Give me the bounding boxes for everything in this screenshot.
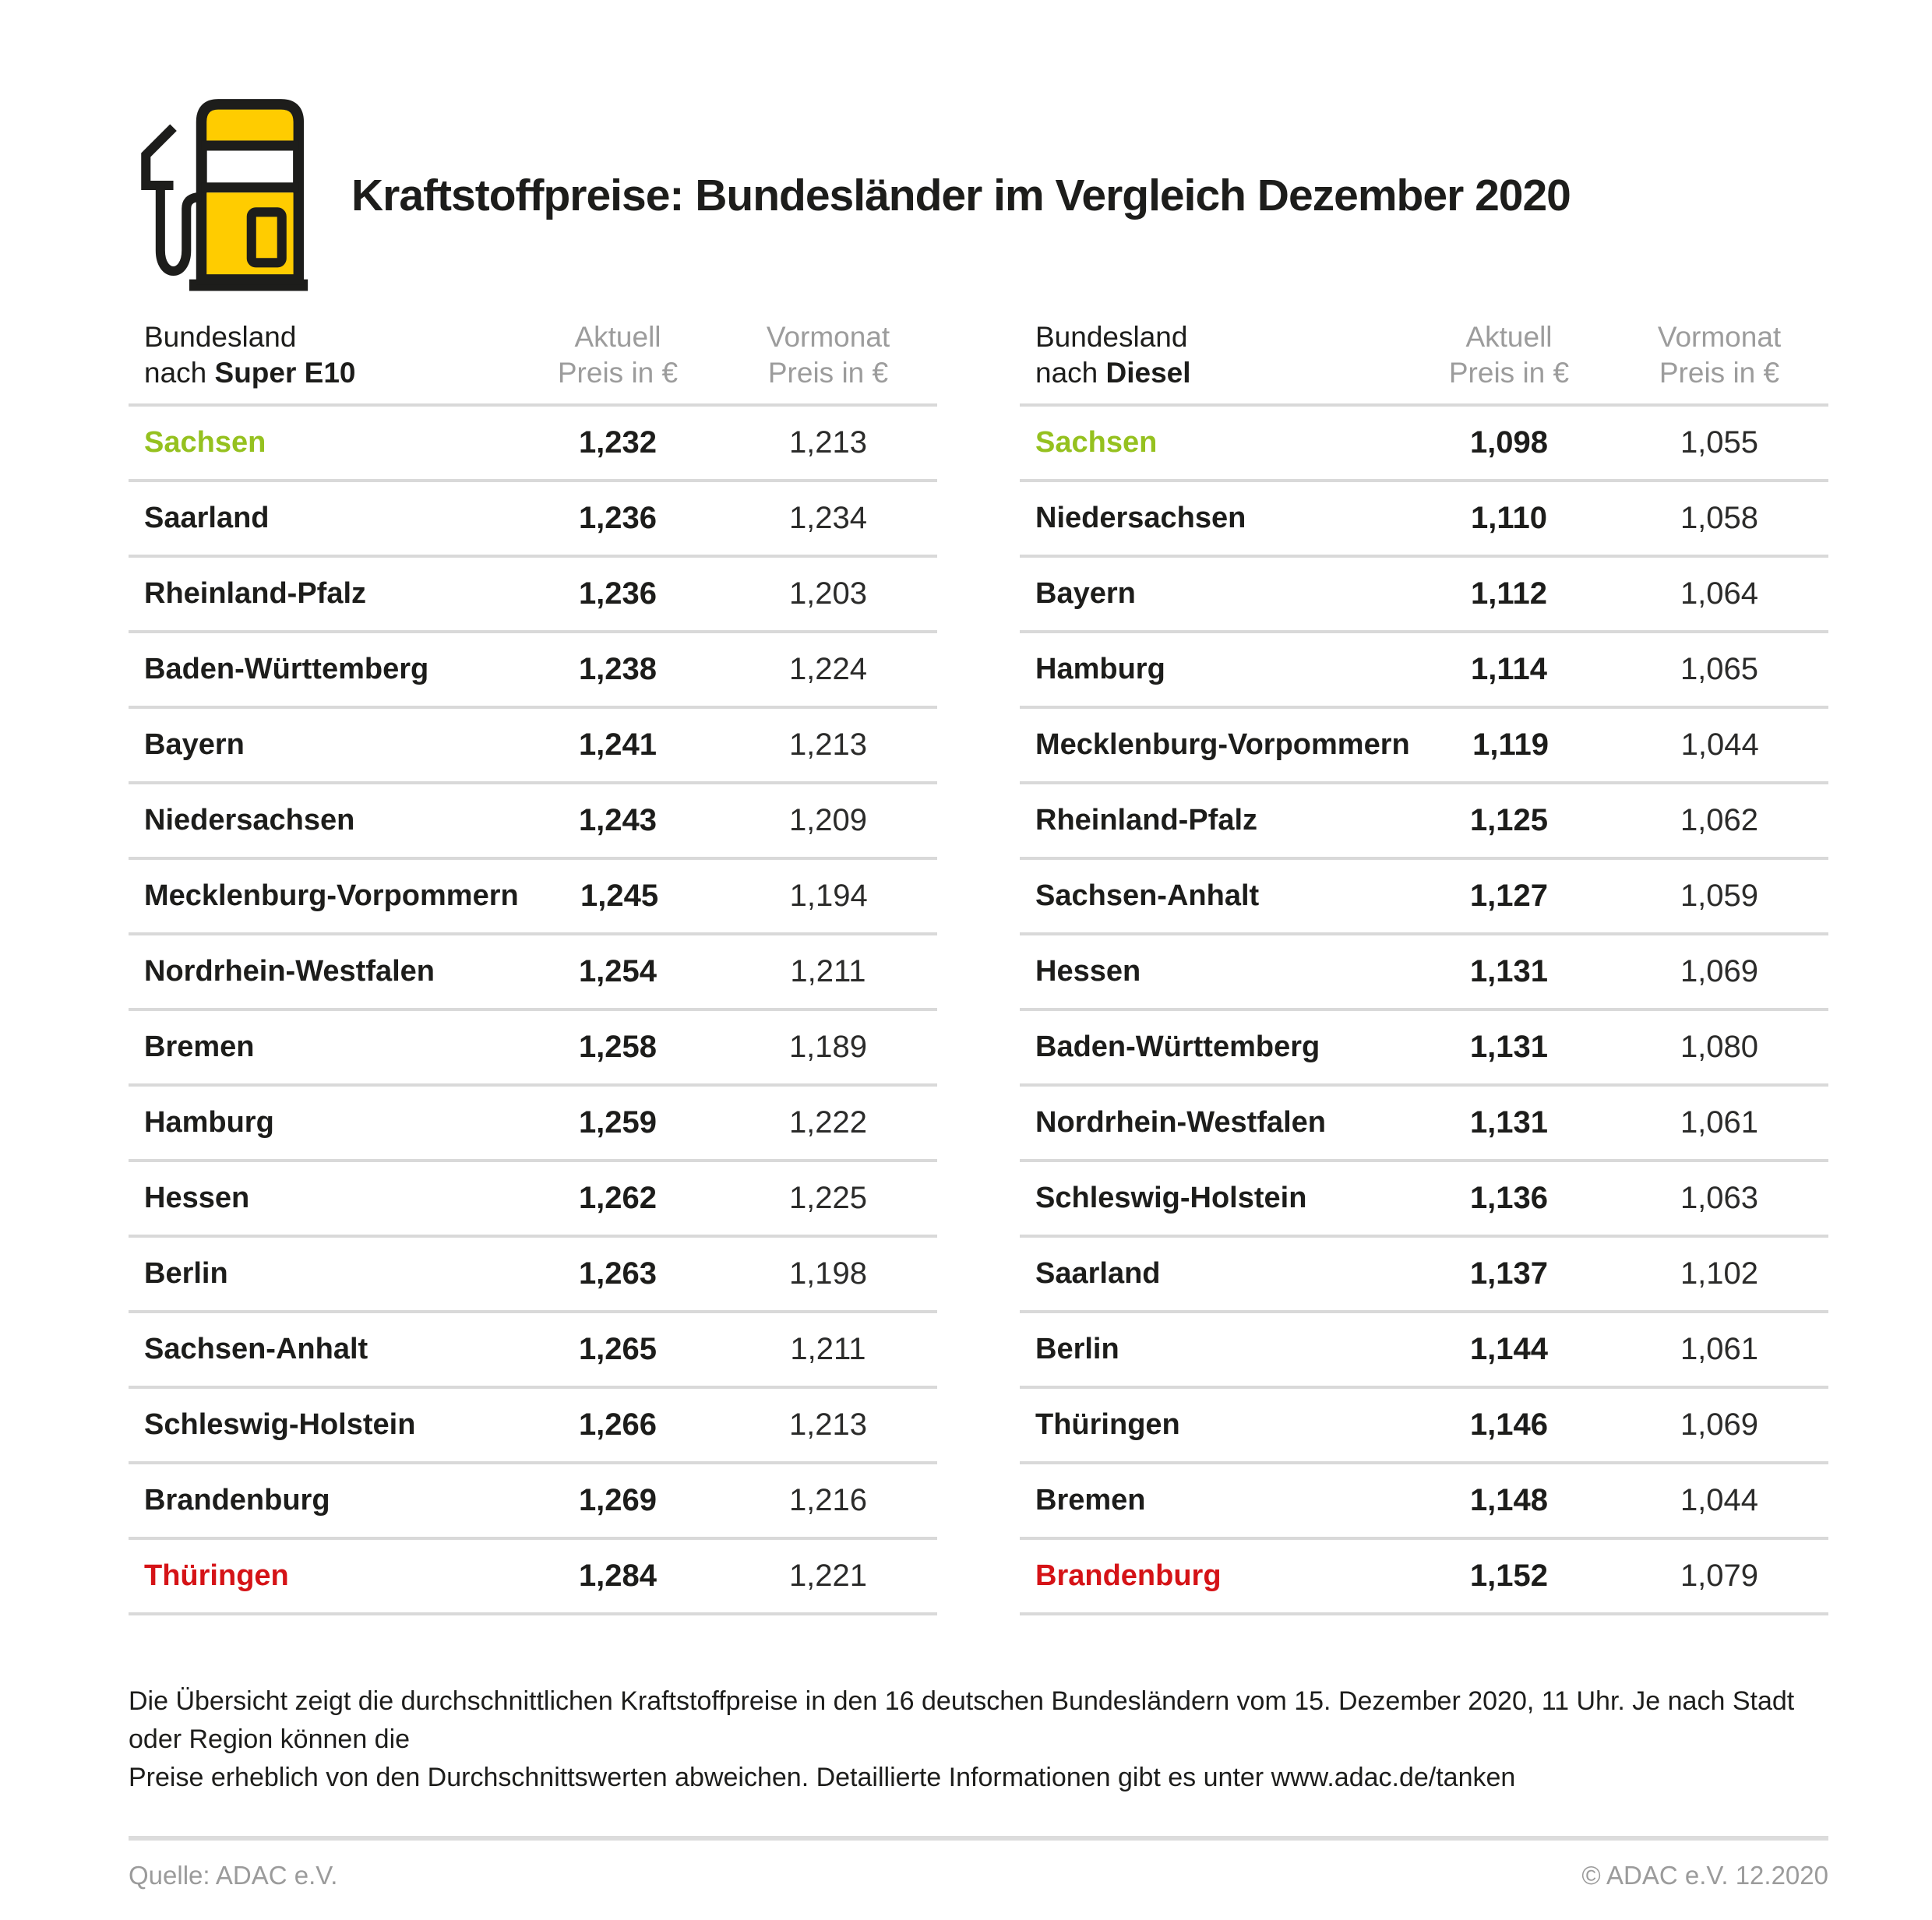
footnote [129, 1682, 1828, 1797]
table-row [129, 781, 937, 857]
aktuell-price: 1,241 [578, 727, 658, 762]
state-name: Saarland [144, 502, 270, 534]
vormonat-price: 1,069 [1680, 1407, 1759, 1442]
state-name: Thüringen [1035, 1408, 1180, 1441]
aktuell-price: 1,236 [578, 576, 658, 611]
vormonat-price: 1,213 [788, 727, 868, 762]
table-row [1020, 1159, 1828, 1235]
footnote-line-2: Preise erheblich von den Durchschnittswerten abweichen. Detaillierte Informationen gibt es unter www.adac.de/tanken [129, 1763, 1516, 1792]
table-row [129, 706, 937, 781]
state-name: Baden-Württemberg [144, 653, 429, 685]
copyright-note: © ADAC e.V. 12.2020 [1581, 1861, 1828, 1890]
table-row [1020, 1537, 1828, 1612]
aktuell-price: 1,245 [580, 879, 659, 913]
vormonat-price: 1,064 [1680, 576, 1759, 611]
aktuell-price: 1,136 [1469, 1181, 1549, 1215]
diesel-rows [1020, 403, 1828, 1615]
table-row [129, 1083, 937, 1159]
vormonat-price: 1,080 [1680, 1030, 1759, 1064]
state-name: Brandenburg [144, 1484, 330, 1517]
aktuell-price: 1,284 [578, 1559, 658, 1593]
vormonat-price: 1,221 [788, 1559, 868, 1593]
vormonat-price: 1,213 [788, 425, 868, 460]
aktuell-price: 1,112 [1471, 576, 1547, 611]
state-name: Sachsen [144, 426, 266, 459]
column-header-bundesland: Bundesland nach Diesel [1035, 321, 1191, 389]
table-row [1020, 479, 1828, 555]
footer-divider [129, 1836, 1828, 1841]
diesel-table [1020, 319, 1828, 1615]
footer [129, 1861, 1828, 1890]
vormonat-price: 1,203 [788, 576, 868, 611]
state-name: Nordrhein-Westfalen [1035, 1106, 1327, 1139]
aktuell-price: 1,110 [1471, 501, 1547, 535]
column-header-bundesland: Bundesland nach Super E10 [144, 321, 356, 389]
state-name: Mecklenburg-Vorpommern [144, 879, 519, 912]
state-name: Schleswig-Holstein [144, 1408, 416, 1441]
aktuell-price: 1,243 [578, 803, 658, 837]
fuel-pump-icon [129, 98, 309, 293]
tables-area [129, 319, 1828, 1615]
vormonat-price: 1,225 [788, 1181, 868, 1215]
diesel-table-header [1020, 319, 1828, 403]
vormonat-price: 1,055 [1680, 425, 1759, 460]
vormonat-price: 1,065 [1680, 652, 1759, 686]
table-row [1020, 630, 1828, 706]
table-row [129, 555, 937, 630]
vormonat-price: 1,062 [1680, 803, 1759, 837]
vormonat-price: 1,044 [1680, 727, 1759, 762]
table-row [1020, 403, 1828, 479]
vormonat-price: 1,209 [788, 803, 868, 837]
vormonat-price: 1,224 [788, 652, 868, 686]
vormonat-price: 1,079 [1680, 1559, 1759, 1593]
aktuell-price: 1,127 [1469, 879, 1549, 913]
state-name: Nordrhein-Westfalen [144, 955, 435, 988]
column-header-vormonat: Vormonat Preis in € [1657, 321, 1782, 389]
column-header-aktuell: Aktuell Preis in € [1448, 321, 1570, 389]
state-name: Bremen [144, 1030, 255, 1063]
table-row [1020, 706, 1828, 781]
column-header-vormonat: Vormonat Preis in € [766, 321, 890, 389]
table-row [1020, 1310, 1828, 1386]
vormonat-price: 1,061 [1680, 1105, 1759, 1140]
state-name: Sachsen [1035, 426, 1158, 459]
state-name: Sachsen-Anhalt [1035, 879, 1260, 912]
state-name: Brandenburg [1035, 1559, 1222, 1592]
aktuell-price: 1,232 [578, 425, 658, 460]
vormonat-price: 1,222 [788, 1105, 868, 1140]
vormonat-price: 1,059 [1680, 879, 1759, 913]
aktuell-price: 1,146 [1469, 1407, 1549, 1442]
vormonat-price: 1,211 [790, 954, 866, 988]
fuel-type-label: Super E10 [214, 357, 356, 389]
state-name: Hessen [144, 1182, 250, 1214]
table-row [1020, 1386, 1828, 1461]
super-e10-rows [129, 403, 937, 1615]
aktuell-price: 1,137 [1469, 1256, 1549, 1291]
fuel-type-label: Diesel [1105, 357, 1191, 389]
aktuell-price: 1,236 [578, 501, 658, 535]
infographic [129, 0, 1828, 1890]
table-row [129, 1386, 937, 1461]
vormonat-price: 1,102 [1680, 1256, 1759, 1291]
table-row [129, 1310, 937, 1386]
state-name: Hessen [1035, 955, 1141, 988]
state-name: Niedersachsen [144, 804, 355, 837]
aktuell-price: 1,131 [1469, 1030, 1549, 1064]
table-row [1020, 857, 1828, 932]
vormonat-price: 1,216 [788, 1483, 868, 1517]
aktuell-price: 1,119 [1472, 727, 1549, 762]
vormonat-price: 1,213 [788, 1407, 868, 1442]
vormonat-price: 1,061 [1680, 1332, 1759, 1366]
state-name: Bremen [1035, 1484, 1146, 1517]
state-name: Berlin [144, 1257, 228, 1290]
table-row [129, 1159, 937, 1235]
table-row [129, 932, 937, 1008]
aktuell-price: 1,266 [578, 1407, 658, 1442]
aktuell-price: 1,148 [1469, 1483, 1549, 1517]
aktuell-price: 1,152 [1469, 1559, 1549, 1593]
super-e10-table [129, 319, 937, 1615]
state-name: Thüringen [144, 1559, 289, 1592]
footnote-line-1: Die Übersicht zeigt die durchschnittlichen Kraftstoffpreise in den 16 deutschen Bundesländern vom 15. Dezember 2020, 11 Uhr. Je nach Stadt oder Region können die [129, 1686, 1795, 1754]
aktuell-price: 1,098 [1469, 425, 1549, 460]
source-note: Quelle: ADAC e.V. [129, 1861, 338, 1890]
table-row [129, 1461, 937, 1537]
table-row [1020, 1235, 1828, 1310]
state-name: Rheinland-Pfalz [144, 577, 367, 610]
table-row [1020, 1461, 1828, 1537]
table-row [1020, 932, 1828, 1008]
state-name: Mecklenburg-Vorpommern [1035, 728, 1410, 761]
vormonat-price: 1,069 [1680, 954, 1759, 988]
column-header-aktuell: Aktuell Preis in € [557, 321, 679, 389]
vormonat-price: 1,198 [788, 1256, 868, 1291]
table-row [1020, 555, 1828, 630]
state-name: Schleswig-Holstein [1035, 1182, 1307, 1214]
vormonat-price: 1,063 [1680, 1181, 1759, 1215]
state-name: Niedersachsen [1035, 502, 1246, 534]
aktuell-price: 1,262 [578, 1181, 658, 1215]
state-name: Baden-Württemberg [1035, 1030, 1320, 1063]
aktuell-price: 1,269 [578, 1483, 658, 1517]
vormonat-price: 1,044 [1680, 1483, 1759, 1517]
aktuell-price: 1,258 [578, 1030, 658, 1064]
super-e10-table-header [129, 319, 937, 403]
aktuell-price: 1,259 [578, 1105, 658, 1140]
state-name: Rheinland-Pfalz [1035, 804, 1258, 837]
state-name: Hamburg [1035, 653, 1165, 685]
vormonat-price: 1,058 [1680, 501, 1759, 535]
table-row [129, 1008, 937, 1083]
aktuell-price: 1,131 [1469, 954, 1549, 988]
state-name: Bayern [144, 728, 245, 761]
aktuell-price: 1,144 [1469, 1332, 1549, 1366]
table-row [129, 403, 937, 479]
vormonat-price: 1,194 [789, 879, 868, 913]
aktuell-price: 1,263 [578, 1256, 658, 1291]
page-title: Kraftstoffpreise: Bundesländer im Vergleich Dezember 2020 [351, 171, 1571, 220]
aktuell-price: 1,114 [1471, 652, 1547, 686]
aktuell-price: 1,254 [578, 954, 658, 988]
header [129, 0, 1828, 293]
vormonat-price: 1,189 [788, 1030, 868, 1064]
table-row [129, 1235, 937, 1310]
state-name: Saarland [1035, 1257, 1161, 1290]
aktuell-price: 1,125 [1469, 803, 1549, 837]
table-row [129, 479, 937, 555]
state-name: Hamburg [144, 1106, 274, 1139]
aktuell-price: 1,238 [578, 652, 658, 686]
table-row [1020, 1083, 1828, 1159]
aktuell-price: 1,131 [1469, 1105, 1549, 1140]
state-name: Sachsen-Anhalt [144, 1333, 368, 1365]
table-row [129, 1537, 937, 1612]
table-row [1020, 781, 1828, 857]
table-row [129, 630, 937, 706]
state-name: Berlin [1035, 1333, 1119, 1365]
table-row [129, 857, 937, 932]
vormonat-price: 1,211 [790, 1332, 866, 1366]
table-row [1020, 1008, 1828, 1083]
state-name: Bayern [1035, 577, 1136, 610]
vormonat-price: 1,234 [788, 501, 868, 535]
aktuell-price: 1,265 [578, 1332, 658, 1366]
